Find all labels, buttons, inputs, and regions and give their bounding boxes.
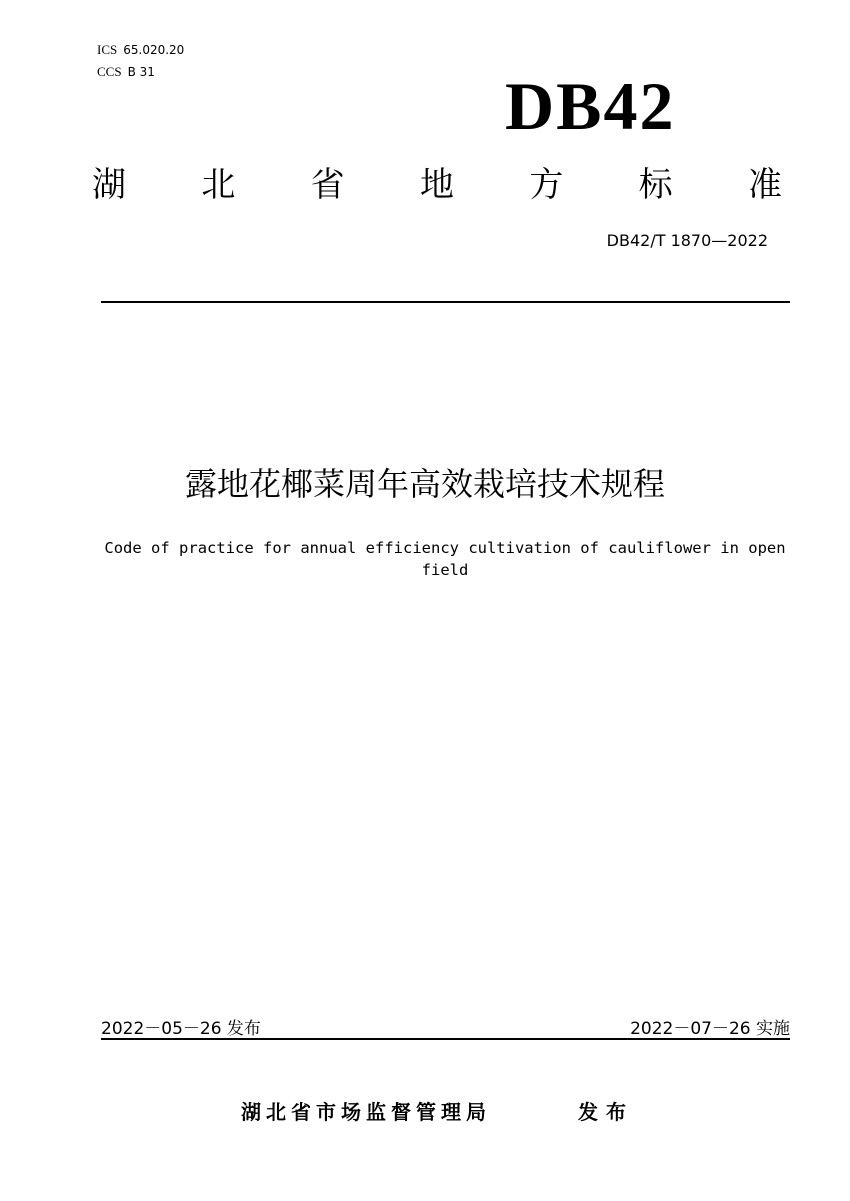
standard-type-char: 方 (529, 165, 564, 205)
ccs-code (97, 64, 155, 80)
standard-type-char: 湖 (92, 165, 126, 205)
standard-type-char: 北 (201, 165, 236, 205)
standard-type (92, 163, 782, 207)
db-mark: DB42 (505, 68, 676, 144)
standard-number: DB42/T 1870—2022 (606, 231, 768, 250)
title-english: Code of practice for annual efficiency cultivation of cauliflower in open field (104, 539, 786, 579)
ics-value: 65.020.20 (123, 43, 185, 57)
title-chinese: 露地花椰菜周年高效栽培技术规程 (184, 465, 665, 503)
standard-type-char: 地 (419, 165, 454, 205)
standard-type-char: 准 (747, 165, 782, 205)
issue-label: 发布 (578, 1100, 634, 1124)
top-divider (101, 301, 790, 303)
ccs-label: CCS (97, 64, 122, 79)
ics-label: ICS (97, 42, 118, 57)
ics-code (97, 42, 184, 58)
bottom-divider (101, 1038, 790, 1040)
implementation-date: 2022－07－26 实施 (630, 1019, 790, 1039)
ccs-value: B 31 (127, 65, 155, 79)
issuing-authority: 湖北省市场监督管理局 (241, 1100, 491, 1124)
standard-type-char: 标 (638, 165, 673, 205)
standard-type-char: 省 (310, 165, 345, 205)
issue-date: 2022－05－26 发布 (101, 1019, 261, 1039)
